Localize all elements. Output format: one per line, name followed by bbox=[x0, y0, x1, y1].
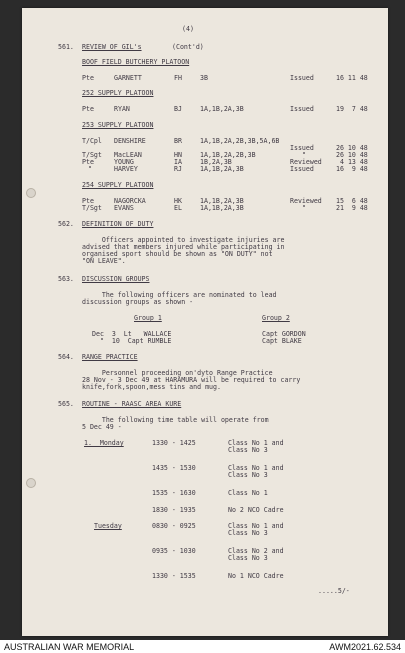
time-slot: 0830 - 0925 bbox=[152, 522, 196, 530]
section-number: 561. bbox=[58, 43, 74, 51]
day-label: Tuesday bbox=[94, 522, 122, 530]
archive-footer bbox=[0, 640, 405, 653]
initials: FH bbox=[174, 74, 182, 82]
section-number: 565. bbox=[58, 400, 74, 408]
qualifications: 1A,1B,2A,2B,3B bbox=[200, 151, 256, 159]
initials: HK bbox=[174, 197, 182, 205]
date: 26 10 48 bbox=[336, 151, 368, 159]
action: " bbox=[302, 151, 306, 159]
time-slot: 1330 - 1425 bbox=[152, 439, 196, 447]
section-number: 564. bbox=[58, 353, 74, 361]
document-page bbox=[22, 8, 388, 636]
group-row: Dec 3 Lt WALLACE bbox=[92, 330, 172, 338]
paragraph-line: discussion groups as shown - bbox=[82, 298, 194, 306]
class-entry: No 2 NCO Cadre bbox=[228, 506, 284, 514]
day-label: 1. Monday bbox=[84, 439, 124, 447]
rank: Pte bbox=[82, 158, 94, 166]
unit-heading: 252 SUPPLY PLATOON bbox=[82, 89, 154, 97]
time-slot: 1830 - 1935 bbox=[152, 506, 196, 514]
group-row: " 10 Capt RUMBLE bbox=[92, 337, 172, 345]
section-title: DEFINITION OF DUTY bbox=[82, 220, 154, 228]
class-entry: Class No 3 bbox=[228, 471, 268, 479]
class-entry: Class No 1 and bbox=[228, 439, 284, 447]
action: Reviewed bbox=[290, 158, 322, 166]
section-title: ROUTINE - RAASC AREA KURE bbox=[82, 400, 182, 408]
date: 19 7 48 bbox=[336, 105, 368, 113]
group-heading: Group 1 bbox=[134, 314, 162, 322]
initials: IA bbox=[174, 158, 182, 166]
qualifications: 1A,1B,2A,3B bbox=[200, 204, 244, 212]
qualifications: 1A,1B,2A,3B bbox=[200, 197, 244, 205]
paragraph-line: knife,fork,spoon,mess tins and mug. bbox=[82, 383, 221, 391]
date: 15 6 48 bbox=[336, 197, 368, 205]
surname: HARVEY bbox=[114, 165, 138, 173]
punch-hole bbox=[26, 478, 36, 488]
group-heading: Group 2 bbox=[262, 314, 290, 322]
action: Issued bbox=[290, 165, 314, 173]
paragraph-line: organised sport should be shown as "ON DUTY" not bbox=[82, 250, 273, 258]
initials: BR bbox=[174, 137, 182, 145]
action: Issued bbox=[290, 74, 314, 82]
surname: YOUNG bbox=[114, 158, 134, 166]
date: 21 9 48 bbox=[336, 204, 368, 212]
action: Issued bbox=[290, 105, 314, 113]
class-entry: Class No 1 and bbox=[228, 522, 284, 530]
unit-heading: 253 SUPPLY PLATOON bbox=[82, 121, 154, 129]
unit-heading: 254 SUPPLY PLATOON bbox=[82, 181, 154, 189]
surname: DENSHIRE bbox=[114, 137, 146, 145]
section-number: 562. bbox=[58, 220, 74, 228]
surname: RYAN bbox=[114, 105, 130, 113]
date: 16 9 48 bbox=[336, 165, 368, 173]
time-slot: 1435 - 1530 bbox=[152, 464, 196, 472]
paragraph-line: The following officers are nominated to lead bbox=[82, 291, 277, 299]
punch-hole bbox=[26, 188, 36, 198]
continuation-marker: .....5/- bbox=[318, 587, 350, 595]
class-entry: Class No 1 bbox=[228, 489, 268, 497]
date: 26 10 48 bbox=[336, 144, 368, 152]
rank: Pte bbox=[82, 74, 94, 82]
surname: GARNETT bbox=[114, 74, 142, 82]
paragraph-line: "ON LEAVE". bbox=[82, 257, 126, 265]
paragraph-line: advised that members injured while participating in bbox=[82, 243, 285, 251]
date: 16 11 48 bbox=[336, 74, 368, 82]
rank: T/Sgt bbox=[82, 151, 102, 159]
class-entry: No 1 NCO Cadre bbox=[228, 572, 284, 580]
qualifications: 3B bbox=[200, 74, 208, 82]
surname: EVANS bbox=[114, 204, 134, 212]
group-row: Capt GORDON bbox=[262, 330, 306, 338]
paragraph-line: 28 Nov - 3 Dec 49 at HARAMURA will be required to carry bbox=[82, 376, 301, 384]
initials: BJ bbox=[174, 105, 182, 113]
section-title: REVIEW OF GIL's bbox=[82, 43, 142, 51]
time-slot: 0935 - 1030 bbox=[152, 547, 196, 555]
section-number: 563. bbox=[58, 275, 74, 283]
date: 4 13 48 bbox=[340, 158, 368, 166]
action: Issued bbox=[290, 144, 314, 152]
rank: " bbox=[88, 165, 92, 173]
initials: EL bbox=[174, 204, 182, 212]
paragraph-line: The following time table will operate from bbox=[82, 416, 269, 424]
action: Reviewed bbox=[290, 197, 322, 205]
qualifications: 1A,1B,2A,3B bbox=[200, 165, 244, 173]
qualifications: 1B,2A,3B bbox=[200, 158, 232, 166]
section-contd: (Cont'd) bbox=[172, 43, 204, 51]
section-title: DISCUSSION GROUPS bbox=[82, 275, 150, 283]
class-entry: Class No 1 and bbox=[228, 464, 284, 472]
footer-reference: AWM2021.62.534 bbox=[329, 641, 401, 652]
rank: Pte bbox=[82, 197, 94, 205]
unit-heading: BOOF FIELD BUTCHERY PLATOON bbox=[82, 58, 190, 66]
page-number: (4) bbox=[182, 25, 194, 33]
rank: Pte bbox=[82, 105, 94, 113]
class-entry: Class No 3 bbox=[228, 529, 268, 537]
paragraph-line: Personnel proceeding on'dyto Range Practice bbox=[82, 369, 273, 377]
group-row: Capt BLAKE bbox=[262, 337, 302, 345]
class-entry: Class No 2 and bbox=[228, 547, 284, 555]
footer-institution: AUSTRALIAN WAR MEMORIAL bbox=[4, 641, 135, 652]
class-entry: Class No 3 bbox=[228, 554, 268, 562]
surname: MacLEAN bbox=[114, 151, 142, 159]
qualifications: 1A,1B,2A,3B bbox=[200, 105, 244, 113]
initials: RJ bbox=[174, 165, 182, 173]
paragraph-line: 5 Dec 49 - bbox=[82, 423, 122, 431]
qualifications: 1A,1B,2A,2B,3B,5A,6B bbox=[200, 137, 280, 145]
rank: T/Sgt bbox=[82, 204, 102, 212]
time-slot: 1330 - 1535 bbox=[152, 572, 196, 580]
class-entry: Class No 3 bbox=[228, 446, 268, 454]
time-slot: 1535 - 1630 bbox=[152, 489, 196, 497]
rank: T/Cpl bbox=[82, 137, 102, 145]
surname: NAGORCKA bbox=[114, 197, 146, 205]
initials: HN bbox=[174, 151, 182, 159]
section-title: RANGE PRACTICE bbox=[82, 353, 138, 361]
action: " bbox=[302, 204, 306, 212]
paragraph-line: Officers appointed to investigate injuries are bbox=[82, 236, 285, 244]
